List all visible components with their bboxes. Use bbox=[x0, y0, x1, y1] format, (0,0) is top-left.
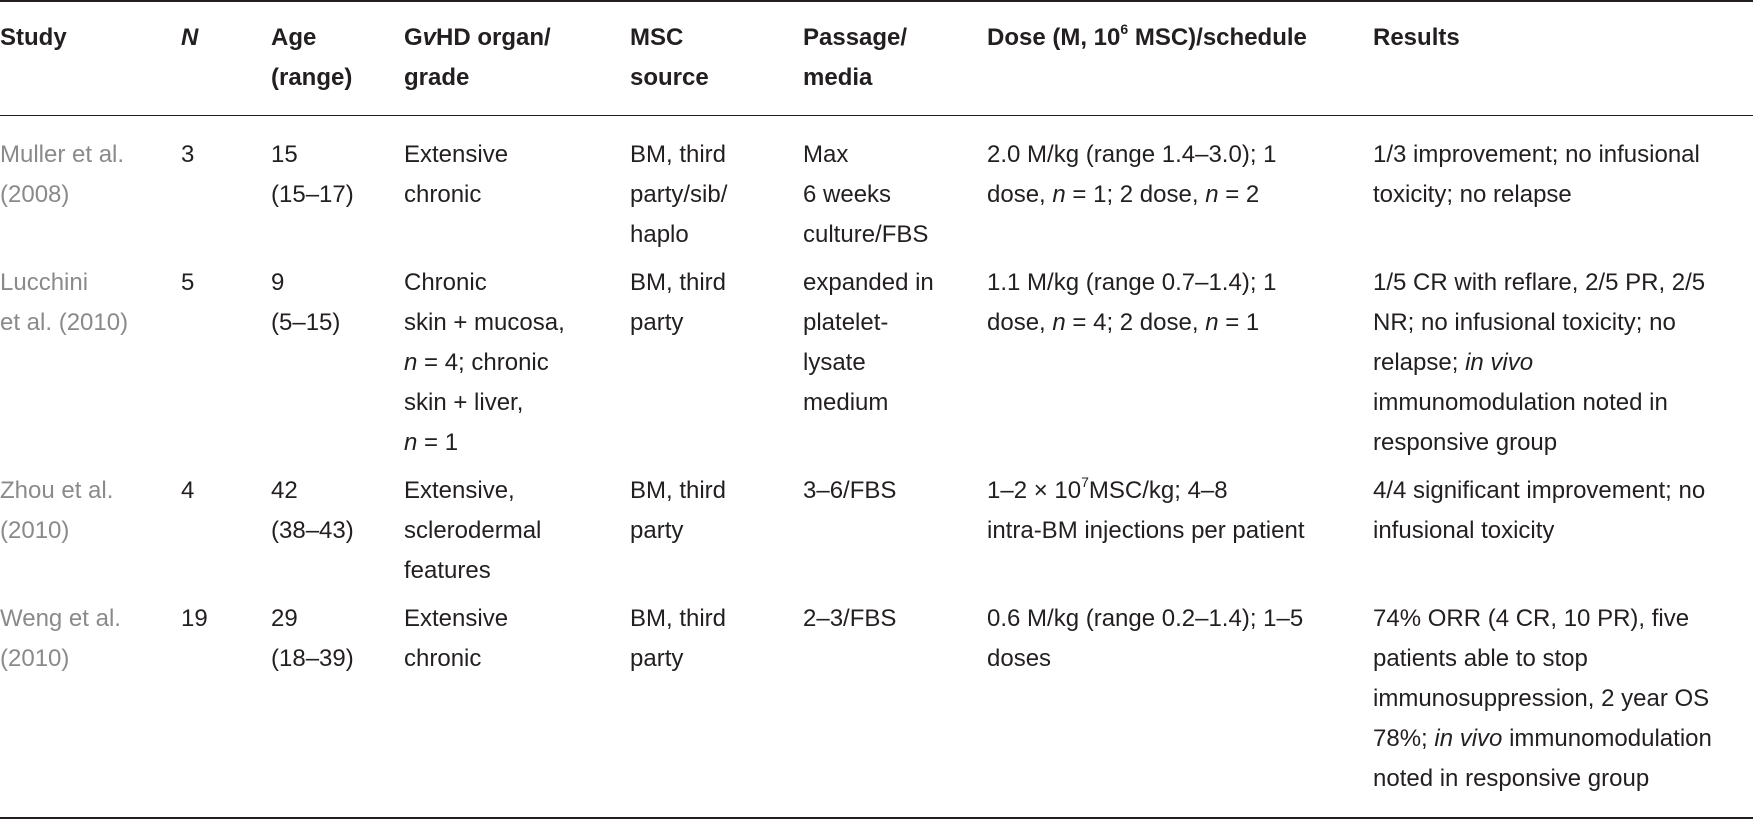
cell-age: 9 (5–15) bbox=[271, 269, 341, 336]
cell-n: 5 bbox=[181, 269, 195, 296]
cell-passage-media: 3–6/FBS bbox=[803, 477, 897, 504]
header-passage-media: Passage/ media bbox=[803, 24, 908, 91]
cell-n: 3 bbox=[181, 141, 195, 168]
cell-passage-media: 2–3/FBS bbox=[803, 605, 897, 632]
cell-study: Weng et al. (2010) bbox=[0, 605, 121, 672]
table-bottom-rule bbox=[0, 817, 1753, 819]
cell-results: 4/4 significant improvement; no infusional toxicity bbox=[1373, 477, 1706, 544]
cell-study: Muller et al. (2008) bbox=[0, 141, 125, 208]
cell-gvhd-organ: Extensive, sclerodermal features bbox=[404, 477, 542, 584]
cell-results: 74% ORR (4 CR, 10 PR), five patients able to stop immunosuppression, 2 year OS 78%; in vivo immunomodulation noted in responsive group bbox=[1373, 605, 1712, 792]
cell-age: 42 (38–43) bbox=[271, 477, 354, 544]
cell-study: Lucchini et al. (2010) bbox=[0, 269, 129, 336]
cell-n: 4 bbox=[181, 477, 195, 504]
cell-age: 15 (15–17) bbox=[271, 141, 354, 208]
header-n: N bbox=[181, 24, 199, 51]
cell-age: 29 (18–39) bbox=[271, 605, 354, 672]
cell-dose: $1-2 \times 10^7MSC/kg$; 4–8 intra-BM injections per patient bbox=[987, 474, 1305, 544]
cell-msc-source: BM, third party bbox=[630, 269, 727, 336]
cell-dose: 2.0 M/kg (range 1.4–3.0); 1 dose, n = 1; 2 dose, n = 2 bbox=[987, 141, 1277, 208]
cell-gvhd-organ: Chronic skin + mucosa, n = 4; chronic skin + liver, n = 1 bbox=[404, 269, 565, 456]
cell-gvhd-organ: Extensive chronic bbox=[404, 141, 509, 208]
table-top-rule bbox=[0, 0, 1753, 2]
cell-msc-source: BM, third party/sib/ haplo bbox=[630, 141, 728, 248]
cell-passage-media: Max 6 weeks culture/FBS bbox=[803, 141, 929, 248]
header-msc-source: MSC source bbox=[630, 24, 709, 91]
cell-msc-source: BM, third party bbox=[630, 605, 727, 672]
header-rule bbox=[0, 115, 1753, 116]
cell-study: Zhou et al. (2010) bbox=[0, 477, 114, 544]
header-results: Results bbox=[1373, 24, 1460, 51]
cell-msc-source: BM, third party bbox=[630, 477, 727, 544]
cell-n: 19 bbox=[181, 605, 208, 632]
cell-dose: 0.6 M/kg (range 0.2–1.4); 1–5 doses bbox=[987, 605, 1304, 672]
cell-dose: 1.1 M/kg (range 0.7–1.4); 1 dose, n = 4; 2 dose, n = 1 bbox=[987, 269, 1277, 336]
cell-results: 1/3 improvement; no infusional toxicity; no relapse bbox=[1373, 141, 1700, 208]
header-dose: Dose (M, $10^6$ MSC)/schedule bbox=[987, 21, 1307, 51]
cell-gvhd-organ: Extensive chronic bbox=[404, 605, 509, 672]
cell-results: 1/5 CR with reflare, 2/5 PR, 2/5 NR; no infusional toxicity; no relapse; in vivo immunomodulation noted in responsive group bbox=[1373, 269, 1706, 456]
cell-passage-media: expanded in platelet- lysate medium bbox=[803, 269, 934, 416]
header-study: Study bbox=[0, 24, 67, 51]
header-gvhd-organ: GvHD organ/ grade bbox=[404, 24, 551, 91]
header-age: Age (range) bbox=[271, 24, 353, 91]
